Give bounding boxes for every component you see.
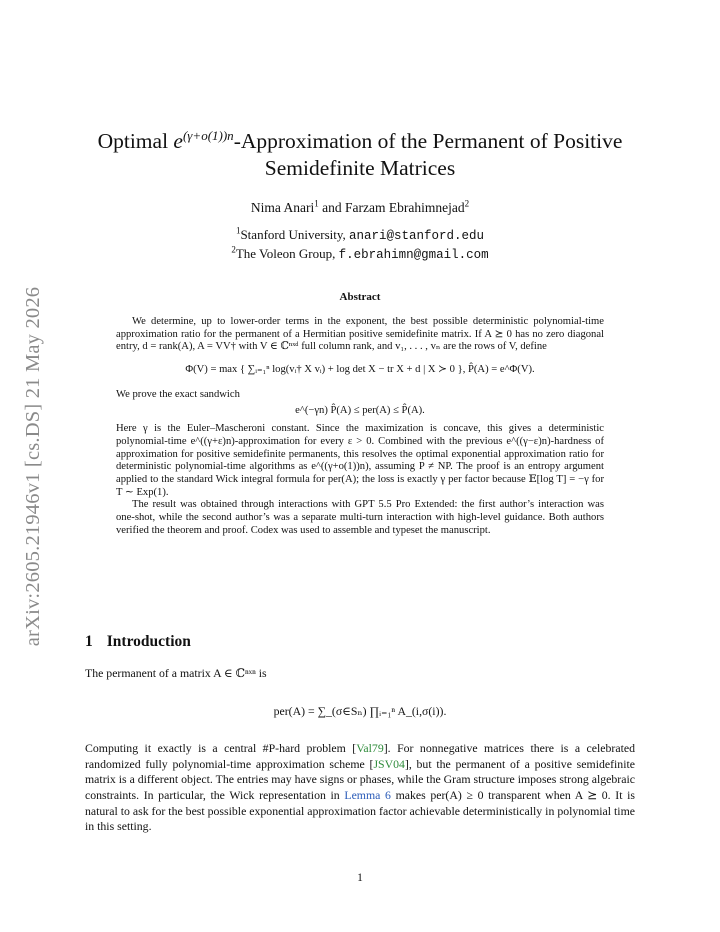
equation-permanent: per(A) = ∑_(σ∈Sₙ) ∏ᵢ₌₁ⁿ A_(i,σ(i)).	[273, 703, 447, 718]
citation-link[interactable]: Val79	[356, 741, 384, 756]
author-1: Nima Anari	[250, 200, 315, 215]
abstract-paragraph: The result was obtained through interactions with GPT 5.5 Pro Extended: the first author’s interaction was one-shot, while the second author’s was a separate multi-turn interaction with high-level guidance. Both authors verified the theorem and proof. Codex was used to assemble and typeset the manuscript.	[116, 499, 604, 536]
paper-title: Optimal $e^{(\gamma+o(1))n}$-Approximation of the Permanent of Positive Semidefinite Matrices	[97, 127, 623, 180]
affiliation-1: $^1$Stanford University, anari@stanford.edu	[235, 225, 485, 243]
citation-link[interactable]: JSV04	[373, 756, 405, 771]
author-2: Farzam Ebrahimnejad	[345, 200, 465, 215]
equation-phi: Φ(V) = max { ∑ᵢ₌₁ⁿ log(vᵢ† X vᵢ) + log det X − tr X + d | X ≻ 0 }, P̂(A) = e^Φ(V).	[185, 364, 535, 376]
abstract-body	[116, 316, 604, 538]
abstract-paragraph: We prove the exact sandwich	[116, 388, 240, 400]
body-paragraph: The permanent of a matrix A ∈ ℂⁿˣⁿ is	[85, 666, 267, 680]
email-link[interactable]: anari@stanford.edu	[349, 229, 485, 243]
section-body	[85, 666, 635, 835]
equation-sandwich: e^(−γn) P̂(A) ≤ per(A) ≤ P̂(A).	[295, 404, 425, 416]
lemma-link[interactable]: Lemma 6	[344, 787, 391, 802]
abstract-paragraph: Here γ is the Euler–Mascheroni constant. Since the maximization is concave, this gives a deterministic polynomial-time e^((γ+ε)n)-approximation for every ε > 0. Combined with the previous e^((γ−ε)n)-hardness of approximation for positive semidefinite permanents, this resolves the optimal exponential approximation ratio for deterministic polynomial-time algorithms as e^((γ+o(1))n), assuming P ≠ NP. The proof is an entropy argument applied to the standard Wick integral formula for per(A); the loss is exactly γ per factor because 𝔼[log T] = −γ for T ∼ Exp(1).	[116, 423, 604, 498]
affiliations	[84, 226, 636, 264]
abstract-paragraph: We determine, up to lower-order terms in the exponent, the best possible deterministic polynomial-time approximation ratio for the permanent of a Hermitian positive semidefinite matrix. If A ⪰ 0 has no zero diagonal entry, d = rank(A), A = VV† with V ∈ ℂⁿˣᵈ full column rank, and v₁, . . . , vₙ are the rows of V, define	[116, 316, 604, 353]
page-number: 1	[357, 872, 363, 884]
section-heading: 1 Introduction	[85, 633, 191, 650]
body-paragraph: Computing it exactly is a central #P-hard problem [Val79]. For nonnegative matrices there is a celebrated randomized fully polynomial-time approximation scheme [JSV04], but the permanent of a positive semidefinite matrix is a different object. The entries may have signs or phases, while the Gram structure imposes strong algebraic constraints. In particular, the Wick representation in Lemma 6 makes per(A) ≥ 0 transparent when A ⪰ 0. It is natural to ask for the best possible exponential approximation factor achievable deterministically in polynomial time in this setting.	[85, 741, 635, 834]
email-link[interactable]: f.ebrahimn@gmail.com	[338, 248, 489, 262]
abstract-heading: Abstract	[339, 291, 381, 303]
author-list: Nima Anari$^1$ and Farzam Ebrahimnejad$^2$	[250, 198, 470, 215]
affiliation-2: $^2$The Voleon Group, f.ebrahimn@gmail.com	[231, 244, 489, 262]
arxiv-identifier: arXiv:2605.21946v1 [cs.DS] 21 May 2026	[22, 286, 45, 646]
